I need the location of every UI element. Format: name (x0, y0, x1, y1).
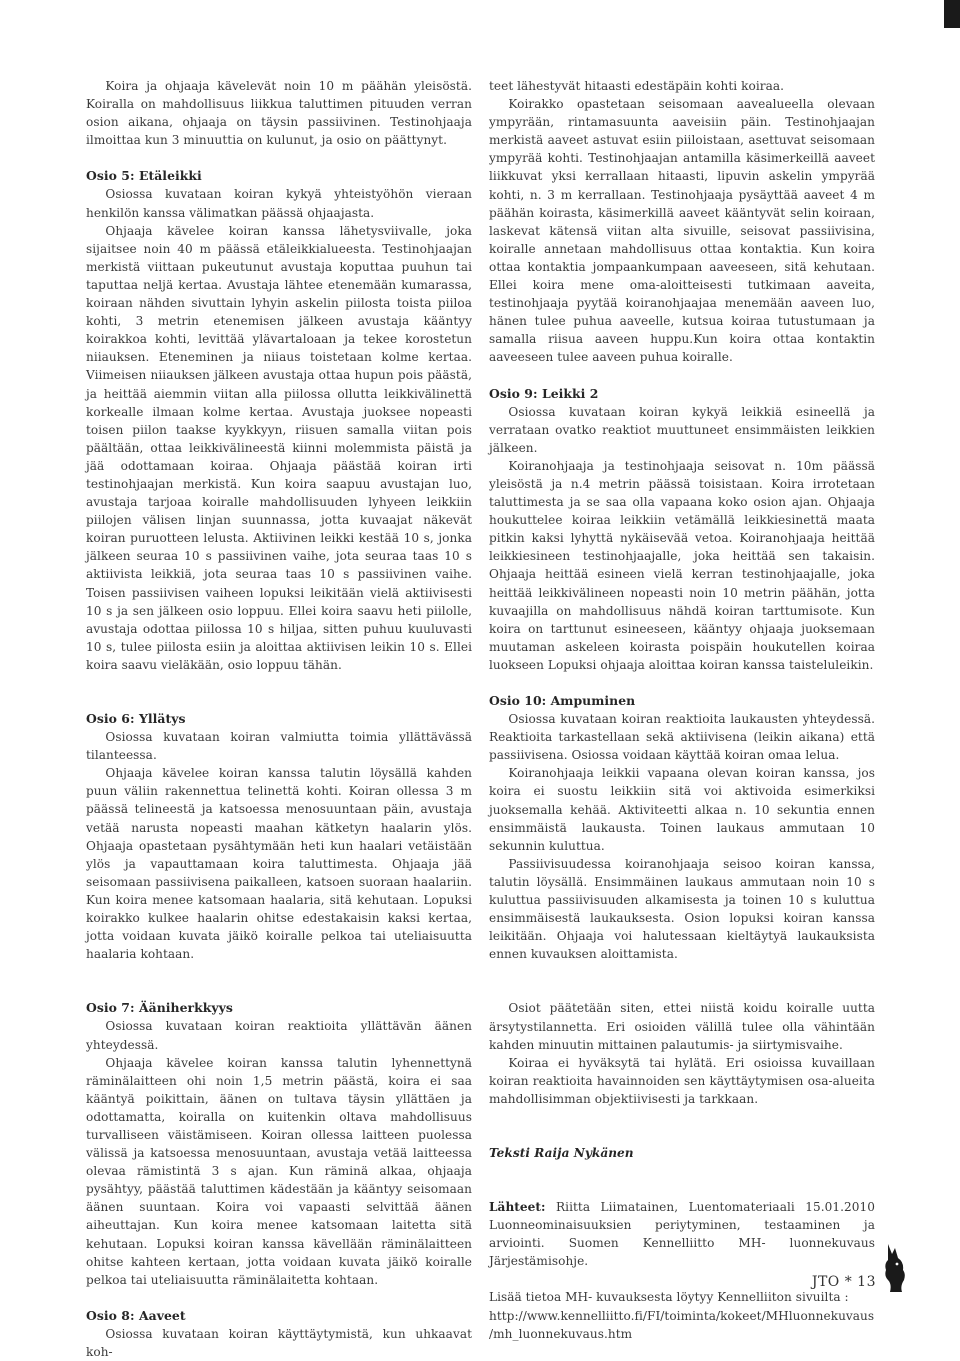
left-column (86, 77, 472, 1361)
osio10-paragraph-1: Osiossa kuvataan koiran reaktioita laukausten yhteydessä. Reaktioita tarkastellaan sekä aktiivisena (leikin aikana) että passiivisena. Osiossa voidaan käyttää koiran omaa lelua. (489, 712, 875, 763)
section-heading-osio8: Osio 8: Aaveet (86, 1307, 186, 1323)
osio7-paragraph-1: Osiossa kuvataan koiran reaktioita yllättävän äänen yhteydessä. (86, 1019, 472, 1052)
section-heading-osio7: Osio 7: Ääniherkkyys (86, 1000, 233, 1016)
corner-decoration (944, 0, 960, 28)
section-heading-osio6: Osio 6: Yllätys (86, 711, 186, 726)
page-footer (812, 1242, 908, 1294)
page-number-label: JTO * 13 (811, 1274, 876, 1290)
section-heading-osio10: Osio 10: Ampuminen (489, 693, 636, 708)
osio10-paragraph-2: Koiranohjaaja leikkii vapaana olevan koiran kanssa, jos koira ei suostu leikkiin sitä voi aktivoida esimerkiksi juoksemalla kehää. Aktiviteetti alkaa n. 10 sekuntia ennen ensimmäistä laukausta. Toinen laukaus ammutaan 10 sekunnin kuluttua. (489, 766, 875, 853)
section-heading-osio9: Osio 9: Leikki 2 (489, 385, 599, 401)
more-info-paragraph: Lisää tietoa MH- kuvauksesta löytyy Kennelliiton sivuilta : http://www.kennelliitto.fi/FI/toiminta/kokeet/MHluonnekuvaus/mh_luonnekuvaus.htm (489, 1290, 875, 1341)
intro-paragraph: Koira ja ohjaaja kävelevät noin 10 m päähän yleisöstä. Koiralla on mahdollisuus liikkua taluttimen pituuden verran osion aikana, ohjaaja on täysin passiivinen. Testinohjaaja ilmoittaa kun 3 minuuttia on kulunut, ja osio on päättynyt. (86, 79, 472, 148)
osio9-paragraph-1: Osiossa kuvataan koiran kykyä leikkiä esineellä ja verrataan ovatko reaktiot muuttuneet ensimmäisten leikkien jälkeen. (489, 404, 875, 455)
osio7-paragraph-2: Ohjaaja kävelee koiran kanssa talutin lyhennettynä räminälaitteen ohi noin 1,5 metrin päästä, koira ei saa kääntyä poikittain, äänen on tultava täysin yllättäen ja odottamatta, koiralla on kuitenkin oltava mahdollisuus turvalliseen väistämiseen. Koiran ollessa laitteen puolessa välissä ja katsoessa menosuuntaan, avustaja vetää laitteessa olevaa rämistintä 3 s ajan. Kun räminä alkaa, ohjaaja pysähtyy, päästää taluttimen kädestään ja kääntyy seisomaan äänen suuntaan. Koira voi vapaasti selvittää äänen aiheuttajan. Kun koira menee katsomaan laitetta sitä kehutaan. Lopuksi koiran kanssa kävellään räminälaitteen ohitse kahteen kertaan, jotta voidaan kuvata jäikö koiralle pelkoa tai uteliaisuutta räminälaitetta kohtaan. (86, 1055, 472, 1287)
closing-paragraph-1: Osiot päätetään siten, ettei niistä koidu koiralle uutta ärsytystilannetta. Eri osioiden välillä tulee olla vähintään kahden minuutin mittainen palautumis- ja siirtymisvaihe. (489, 1001, 875, 1052)
section-heading-osio5: Osio 5: Etäleikki (86, 168, 202, 184)
osio6-paragraph-2: Ohjaaja kävelee koiran kanssa talutin löysällä kahden puun väliin rakennettua telinettä kohti. Koiran ollessa 3 m päässä telineestä ja katsoessa menosuuntaan päin, avustaja vetää narusta nopeasti maahan kätketyn haalarin ylös. Ohjaaja opastetaan pysähtymään heti kun haalari vetäistään ylös ja vapauttamaan koira taluttimesta. Ohjaaja jää seisomaan passiivisena paikalleen, katsoen suoraan haalariin. Kun koira menee katsomaan haalaria, sitä kehutaan. Lopuksi koirakko kulkee haalarin ohitse edestakaisin kaksi kertaa, jotta voidaan kuvata jäikö koiralle pelkoa tai uteliaisuutta haalaria kohtaan. (86, 766, 472, 962)
right-column (489, 77, 875, 1343)
osio5-paragraph-1: Osiossa kuvataan koiran kykyä yhteistyöhön vieraan henkilön kanssa välimatkan päässä ohjaajasta. (86, 187, 472, 220)
sources-label: Lähteet: (489, 1200, 546, 1215)
author-credit: Teksti Raija Nykänen (489, 1145, 634, 1160)
sources-text: Riitta Liimatainen, Luentomateriaali 15.01.2010 Luonneominaisuuksien periytyminen, testaaminen ja arviointi. Suomen Kennelliitto MH- luonnekuvaus Järjestämisohje. (489, 1200, 875, 1269)
osio5-paragraph-2: Ohjaaja kävelee koiran kanssa lähetysviivalle, joka sijaitsee noin 40 m päässä etäleikkialueesta. Testinohjaajan merkistä viittaan pukeutunut avustaja koputtaa puuhun tai taputtaa neljä kertaa. Avustaja lähtee etenemään kumarassa, koiraan nähden sivuttain lyhyin askelin piilosta toista piiloa kohti, 3 metrin etenemisen jälkeen avustaja kääntyy koirakkoa kohti, levittää ylävartaloaan ja tekee korostetun niiauksen. Eteneminen ja niiaus toistetaan kolme kertaa. Viimeisen niiauksen jälkeen avustaja ottaa hupun pois päästä, ja heittää aiemmin viitan alla piilossa ollutta leikkivälinettä korkealle ilmaan kolme kertaa. Avustaja juoksee nopeasti toisen piilon taakse kyykkyyn, riisuen samalla viitan pois päältään, ottaa leikkivälineestä kiinni molemmista päistä ja jää odottamaan koiraa. Ohjaaja päästää koiran irti testinohjaajan merkistä. Kun koira saapuu avustajan luo, avustaja tarjoaa koiralle mahdollisuuden lyhyeen leikkiin piilojen välisen linjan suunnassa, jotta kuvaajat näkevät koiran puruotteen lelusta. Aktiivinen leikki kestää 10 s, jonka jälkeen seuraa 10 s passiivinen vaihe, jota seuraa taas 10 s aktiivista leikkiä, jota seuraa taas 10 s passiivinen vaihe. Toisen passiivisen vaiheen lopuksi leikitään vielä aktiivisesti 10 s ja sen jälkeen osio loppuu. Ellei koira saavu heti piilolle, avustaja odottaa piilossa 10 s hiljaa, sitten puhuu kuuluvasti 10 s, tulee piilosta esiin ja aloittaa aktiivisen leikin 10 s. Ellei koira saavu vieläkään, osio loppuu tähän. (86, 223, 472, 672)
osio8-continuation: teet lähestyvät hitaasti edestäpäin kohti koiraa. (489, 79, 784, 93)
dog-head-logo-icon (882, 1242, 908, 1294)
osio9-paragraph-2: Koiranohjaaja ja testinohjaaja seisovat n. 10m päässä yleisöstä ja n.4 metrin päässä toisistaan. Koira irrotetaan taluttimesta ja se saa olla vapaana koko osion ajan. Ohjaaja houkuttelee koiraa leikkiin vetämällä leikkiesinettä maata pitkin kaksi lyhyttä nykäisevää vetoa. Koiranohjaaja heittää leikkiesineen testinohjaajalle, joka heittää sen takaisin. Ohjaaja heittää esineen vielä kerran testinohjaajalle, joka heittää leikkivälineen nopeasti noin 10 metrin päähän, jotta kuvaajilla on mahdollisuus nähdä koiran tarttumisote. Kun koira on tarttunut esineeseen, kääntyy ohjaaja juoksemaan muutaman askeleen koirasta poispäin houkutellen koiraa luokseen Lopuksi ohjaaja aloittaa koiran kanssa taisteluleikin. (489, 458, 875, 672)
osio6-paragraph-1: Osiossa kuvataan koiran valmiutta toimia yllättävässä tilanteessa. (86, 730, 472, 763)
osio10-paragraph-3: Passiivisuudessa koiranohjaaja seisoo koiran kanssa, talutin löysällä. Ensimmäinen laukaus ammutaan noin 10 s kuluttua passiivisuuden alkamisesta ja toinen 10 s kuluttua ensimmäisestä laukauksesta. Osion lopuksi koiran kanssa leikitään. Ohjaaja voi halutessaan kieltäytyä laukauksista ennen kuvauksen aloittamista. (489, 856, 875, 962)
osio8-paragraph-1: Osiossa kuvataan koiran käyttäytymistä, kun uhkaavat koh- (86, 1326, 472, 1359)
closing-paragraph-2: Koiraa ei hyväksytä tai hylätä. Eri osioissa kuvaillaan koiran reaktioita havainnoiden sen käyttäytymisen osa-alueita mahdollisimman objektiivisesti ja tarkkaan. (489, 1055, 875, 1106)
osio8-paragraph-2: Koirakko opastetaan seisomaan aavealueella olevaan ympyrään, rintamasuunta aaveisiin päin. Testinohjaajan merkistä aaveet astuvat esiin piiloistaan, asettuvat seisomaan ympyrää kohti. Testinohjaajan antamilla käsimerkeillä aaveet liikkuvat yksi kerrallaan hitaasti, lipuvin askelin ympyrää kohti, n. 3 m kerrallaan. Testinohjaaja pysäyttää aaveet 4 m päähän koirasta, käsimerkillä aaveet kääntyvät selin koiraan, laskevat kätensä viitan alta sivuille, seisovat passiivisina, koiralle annetaan mahdollisuus ottaa kontaktia. Kun koira ottaa kontaktia jompaankumpaan aaveeseen, sitä kehutaan. Ellei koira mene oma-aloitteisesti tutkimaan aaveita, testinohjaaja pyytää koiranohjaajaa menemään aaveen luo, hänen tulee puhua aaveelle, kutsua koiraa tutustumaan ja samalla riisua aaveen huppu.Kun koira ottaa kontaktin aaveeseen tulee aaveen puhua koiralle. (489, 97, 875, 365)
